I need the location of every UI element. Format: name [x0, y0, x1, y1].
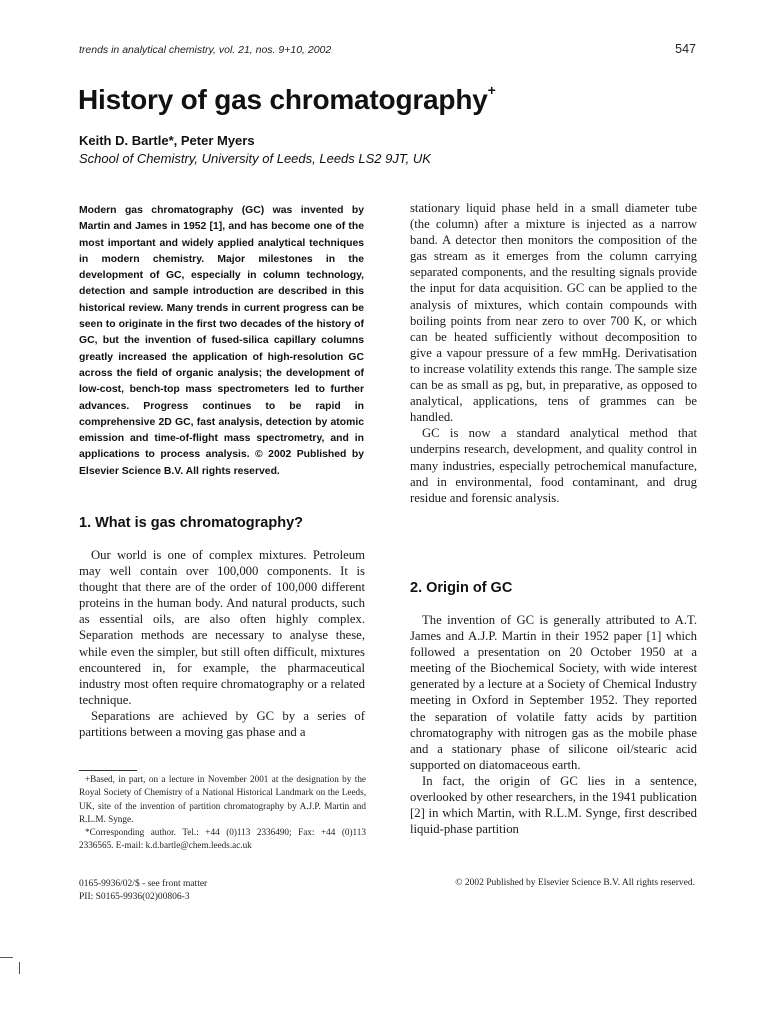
- right-column-body: [410, 200, 697, 506]
- section-2-heading: 2. Origin of GC: [410, 580, 513, 596]
- pii-line: PII: S0165-9936(02)00806-3: [79, 892, 190, 902]
- footnote-rule: [79, 770, 137, 771]
- title-footnote-mark: +: [487, 82, 496, 98]
- section-1-paragraph: Our world is one of complex mixtures. Petroleum may well contain over 100,000 components. It is thought that there are of the order of 100,000 different proteins in the human body. And natural products, such as essential oils, are also often highly complex. Separation methods are necessary to analyse these, while even the simpler, but still often difficult, mixtures encountered in, for example, the pharmaceutical industry most often require chromatography or a related technique.: [79, 548, 365, 707]
- issn-line: 0165-9936/02/$ - see front matter: [79, 879, 208, 889]
- footer-copyright: © 2002 Published by Elsevier Science B.V. All rights reserved.: [455, 878, 695, 888]
- footnotes: [79, 773, 366, 853]
- authors: Keith D. Bartle*, Peter Myers: [79, 133, 255, 148]
- section-2-paragraph: In fact, the origin of GC lies in a sentence, overlooked by other researchers, in the 1941 publication [2] in which Martin, with R.L.M. Synge, first described liquid-phase partition: [410, 773, 697, 837]
- section-1-paragraph: Separations are achieved by GC by a series of partitions between a moving gas phase and a: [79, 708, 365, 740]
- footnote-corresponding: *Corresponding author. Tel.: +44 (0)113 2336490; Fax: +44 (0)113 2336565. E-mail: k.d.bartle@chem.leeds.ac.uk: [79, 827, 366, 851]
- section-1-paragraph: GC is now a standard analytical method that underpins research, development, and quality control in many industries, especially petrochemical manufacture, and in environmental, food contaminant, and drug residue and forensic analysis.: [410, 426, 697, 505]
- article-title: [78, 84, 496, 116]
- footnote-title: +Based, in part, on a lecture in November 2001 at the designation by the Royal Society of Chemistry of a National Historical Landmark on the Leeds, UK, site of the invention of partition chromatography by A.J.P. Martin and R.L.M. Synge.: [79, 774, 366, 824]
- section-1-heading: 1. What is gas chromatography?: [79, 515, 303, 531]
- running-head: trends in analytical chemistry, vol. 21, nos. 9+10, 2002: [79, 44, 332, 56]
- abstract: Modern gas chromatography (GC) was invented by Martin and James in 1952 [1], and has become one of the most important and widely applied analytical techniques in modern chemistry. Major milestones in the development of GC, especially in column technology, detection and sample introduction are described in this historical review. Many trends in current progress can be seen to originate in the first two decades of the history of GC, but the invention of fused-silica capillary columns greatly increased the application of high-resolution GC across the field of organic analysis; the development of low-cost, bench-top mass spectrometers led to further advances. Progress continues to be rapid in comprehensive 2D GC, fast analysis, detection by atomic emission and time-of-flight mass spectrometry, and in applications to process analysis. © 2002 Published by Elsevier Science B.V. All rights reserved.: [79, 205, 364, 477]
- scan-mark: [0, 957, 13, 958]
- section-2-paragraph: The invention of GC is generally attributed to A.T. James and A.J.P. Martin in their 1952 paper [1] which followed a presentation on 20 October 1950 at a meeting of the Biochemical Society, with wide interest generated by a lecture at a Society of Chemical Industry meeting in Oxford in September 1952. They reported the separation of volatile fatty acids by partition chromatography with nitrogen gas as the mobile phase and a stationary phase of silicone oil/stearic acid supported on diatomaceous earth.: [410, 613, 697, 772]
- scan-mark: [19, 962, 20, 974]
- section-1-continuation: stationary liquid phase held in a small diameter tube (the column) after a mixture is injected as a narrow band. A detector then monitors the composition of the gas stream as it emerges from the column carrying separated components, and the resulting signals provide the input for data acquisition. GC can be applied to the analysis of mixtures, which contain compounds with boiling points from near zero to over 700 K, or which can be heated sufficiently without decomposition to give a vapour pressure of a few mmHg. Derivatisation to increase volatility extends this range. The sample size can be as small as pg, but, in preparative, as opposed to analytical, applications, tens of grammes can be handled.: [410, 201, 697, 425]
- page-number: 547: [675, 42, 696, 56]
- left-column-body: [79, 547, 365, 740]
- article-title-text: History of gas chromatography: [78, 84, 488, 115]
- section-2-body: [410, 612, 697, 837]
- affiliation: School of Chemistry, University of Leeds, Leeds LS2 9JT, UK: [79, 151, 431, 166]
- footer-issn: [79, 878, 207, 904]
